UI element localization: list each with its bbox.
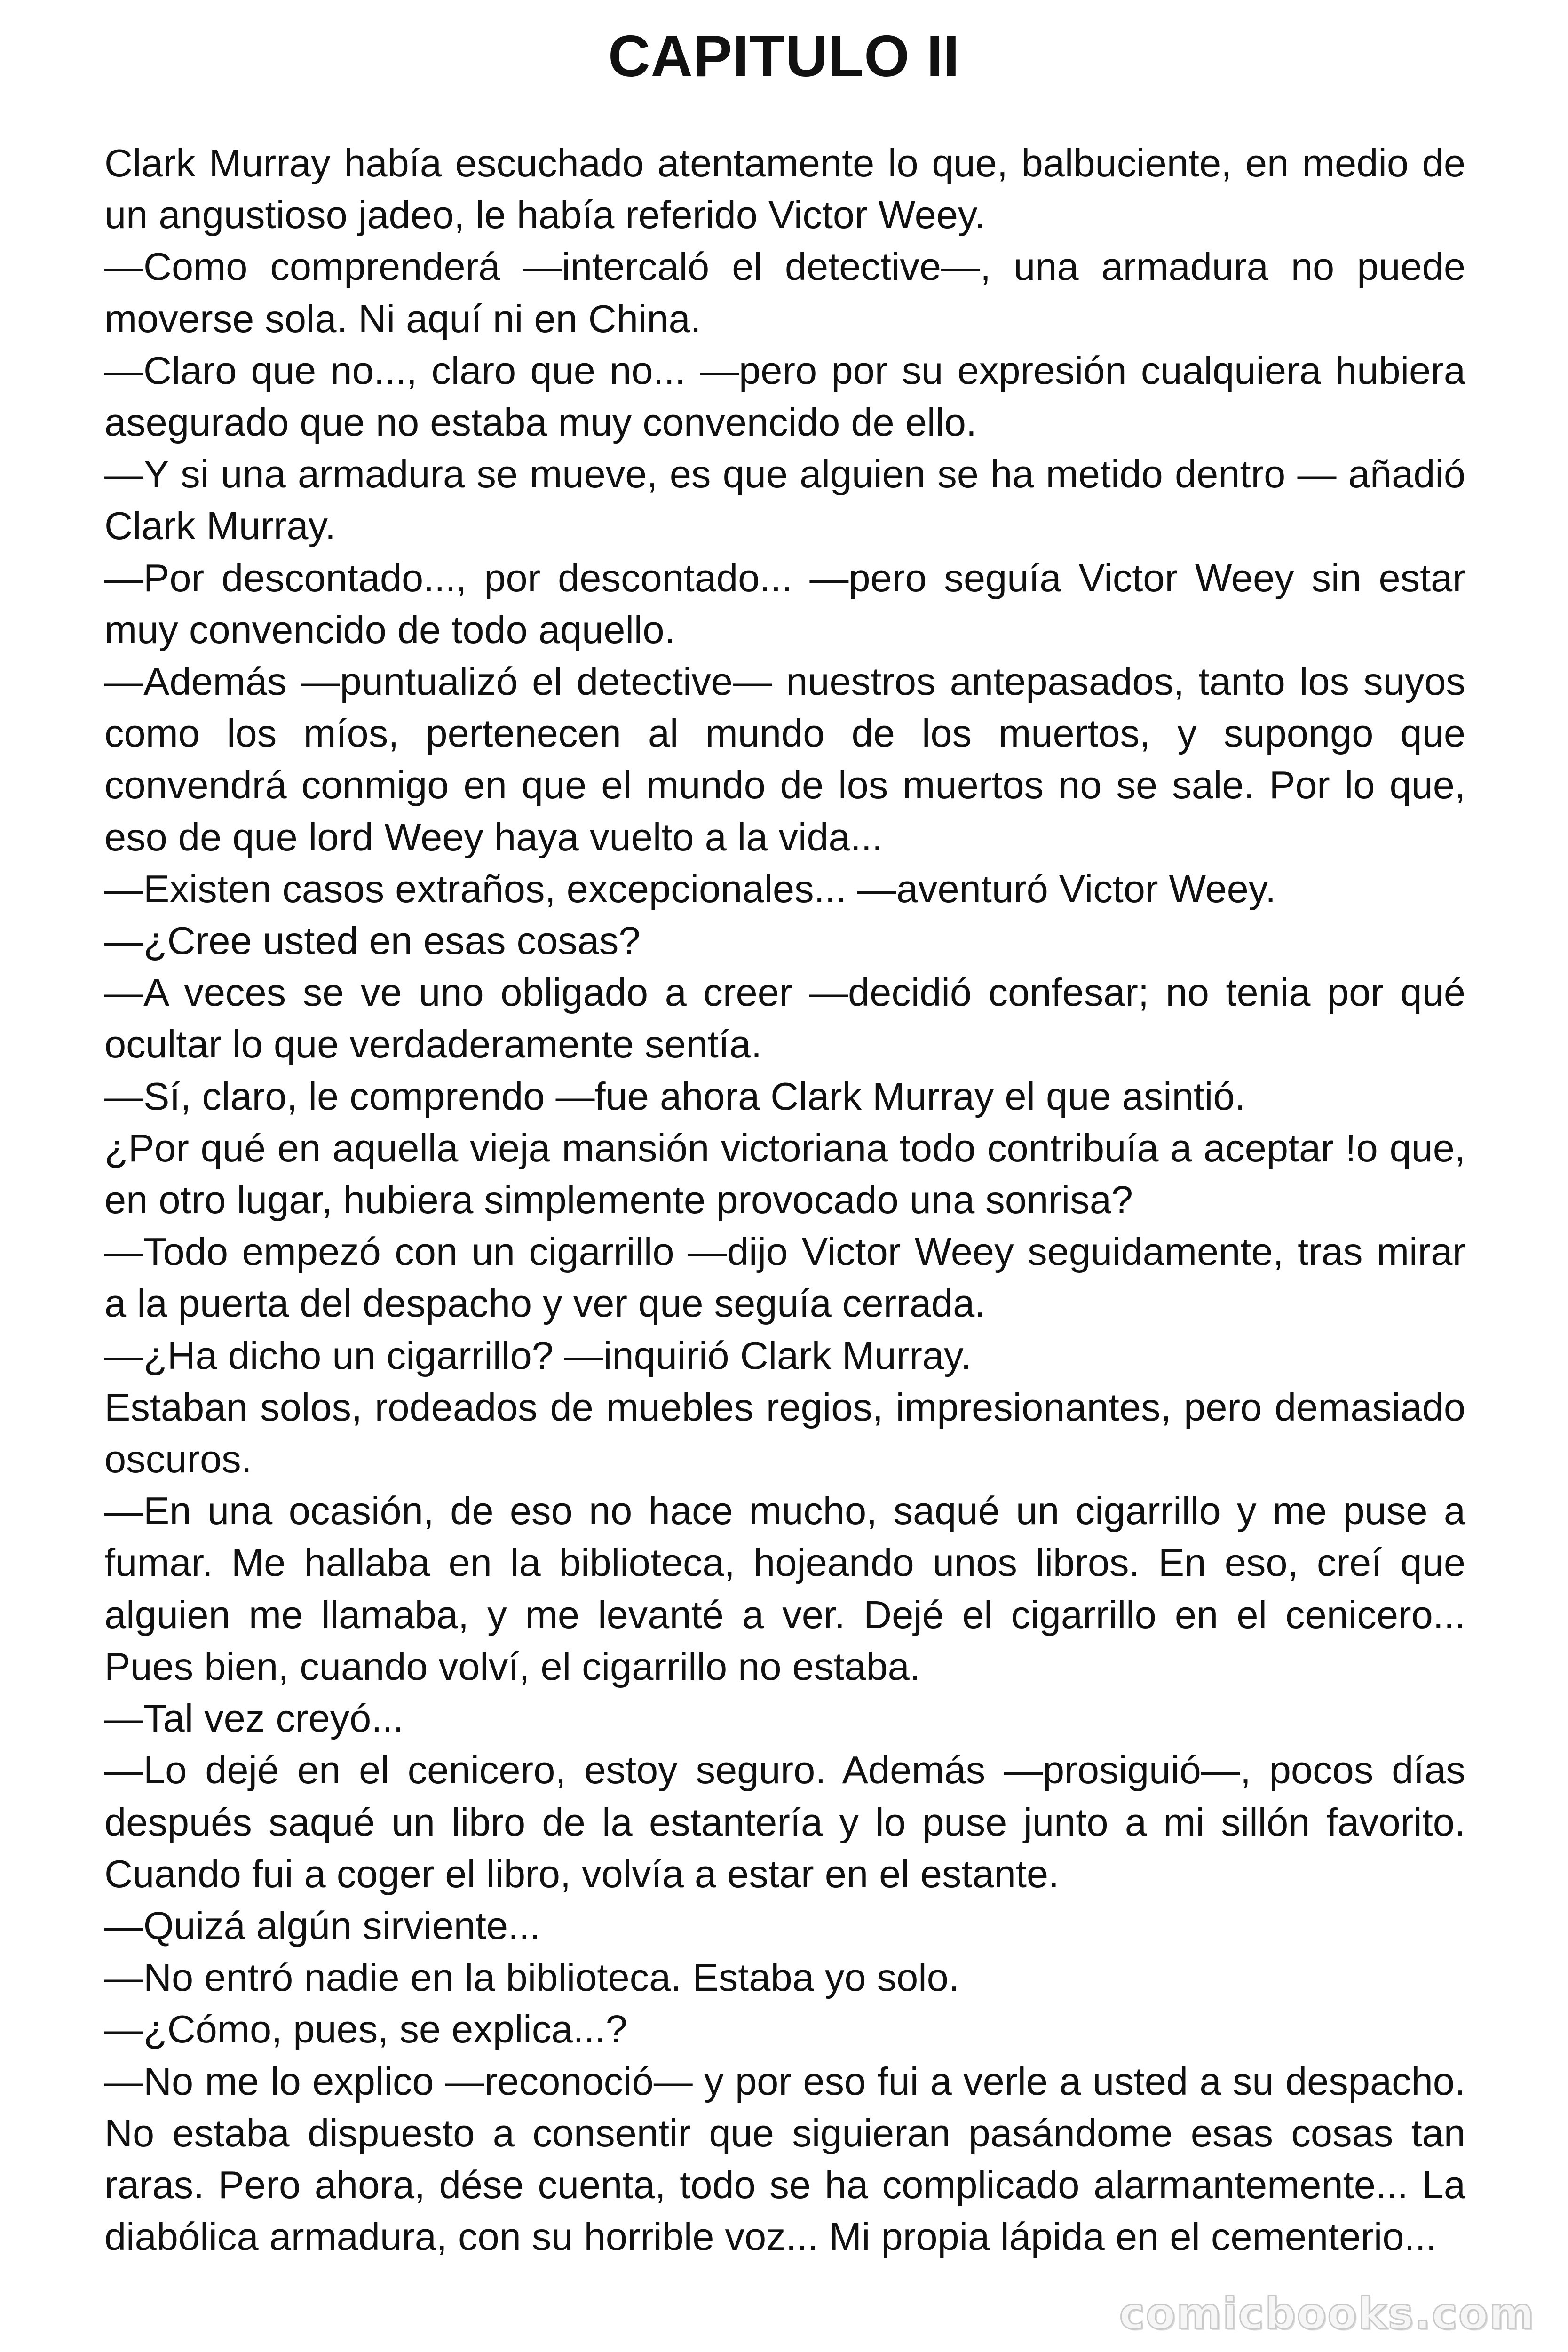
paragraph-16: —Tal vez creyó... — [104, 1696, 404, 1740]
paragraph-15: —En una ocasión, de eso no hace mucho, saqué un cigarrillo y me puse a fumar. Me hallaba en la biblioteca, hojeando unos libros. En eso, creí que alguien me llamaba, y me levanté a ver. Dejé el cigarrillo en el cenicero... Pues bien, cuando volví, el cigarrillo no estaba. — [104, 1489, 1465, 1688]
chapter-title: CAPITULO II — [608, 24, 960, 89]
paragraph-18: —Quizá algún sirviente... — [104, 1903, 541, 1947]
paragraph-4: —Y si una armadura se mueve, es que alguien se ha metido dentro — añadió Clark Murray. — [104, 452, 1465, 548]
paragraph-3: —Claro que no..., claro que no... —pero por su expresión cualquiera hubiera asegurado que no estaba muy convencido de ello. — [104, 348, 1465, 445]
paragraph-13: —¿Ha dicho un cigarrillo? —inquirió Clark Murray. — [104, 1333, 972, 1377]
paragraph-7: —Existen casos extraños, excepcionales... —aventuró Victor Weey. — [104, 866, 1276, 911]
chapter-body — [104, 137, 1465, 2263]
watermark-logo: comicbooks.com — [1119, 2288, 1535, 2339]
paragraph-21: —No me lo explico —reconoció— y por eso fui a verle a usted a su despacho. No estaba dispuesto a consentir que siguieran pasándome esas cosas tan raras. Pero ahora, dése cuenta, todo se ha complicado alarmantemente... La diabólica armadura, con su horrible voz... Mi propia lápida en el cementerio... — [104, 2059, 1465, 2259]
paragraph-1: Clark Murray había escuchado atentamente lo que, balbuciente, en medio de un angustioso jadeo, le había referido Victor Weey. — [104, 141, 1465, 237]
paragraph-6: —Además —puntualizó el detective— nuestros antepasados, tanto los suyos como los míos, pertenecen al mundo de los muertos, y supongo que convendrá conmigo en que el mundo de los muertos no se sale. Por lo que, eso de que lord Weey haya vuelto a la vida... — [104, 660, 1465, 859]
paragraph-5: —Por descontado..., por descontado... —pero seguía Victor Weey sin estar muy convencido de todo aquello. — [104, 556, 1465, 652]
paragraph-12: —Todo empezó con un cigarrillo —dijo Victor Weey seguidamente, tras mirar a la puerta del despacho y ver que seguía cerrada. — [104, 1230, 1465, 1326]
paragraph-11: ¿Por qué en aquella vieja mansión victoriana todo contribuía a aceptar !o que, en otro lugar, hubiera simplemente provocado una sonrisa? — [104, 1126, 1465, 1222]
paragraph-20: —¿Cómo, pues, se explica...? — [104, 2007, 627, 2051]
paragraph-19: —No entró nadie en la biblioteca. Estaba yo solo. — [104, 1955, 959, 2000]
paragraph-14: Estaban solos, rodeados de muebles regios, impresionantes, pero demasiado oscuros. — [104, 1385, 1465, 1481]
paragraph-10: —Sí, claro, le comprendo —fue ahora Clark Murray el que asintió. — [104, 1074, 1246, 1118]
paragraph-17: —Lo dejé en el cenicero, estoy seguro. Además —prosiguió—, pocos días después saqué un libro de la estantería y lo puse junto a mi sillón favorito. Cuando fui a coger el libro, volvía a estar en el estante. — [104, 1748, 1465, 1896]
paragraph-2: —Como comprenderá —intercaló el detective—, una armadura no puede moverse sola. Ni aquí ni en China. — [104, 245, 1465, 341]
paragraph-9: —A veces se ve uno obligado a creer —decidió confesar; no tenia por qué ocultar lo que verdaderamente sentía. — [104, 970, 1465, 1066]
paragraph-8: —¿Cree usted en esas cosas? — [104, 919, 641, 963]
